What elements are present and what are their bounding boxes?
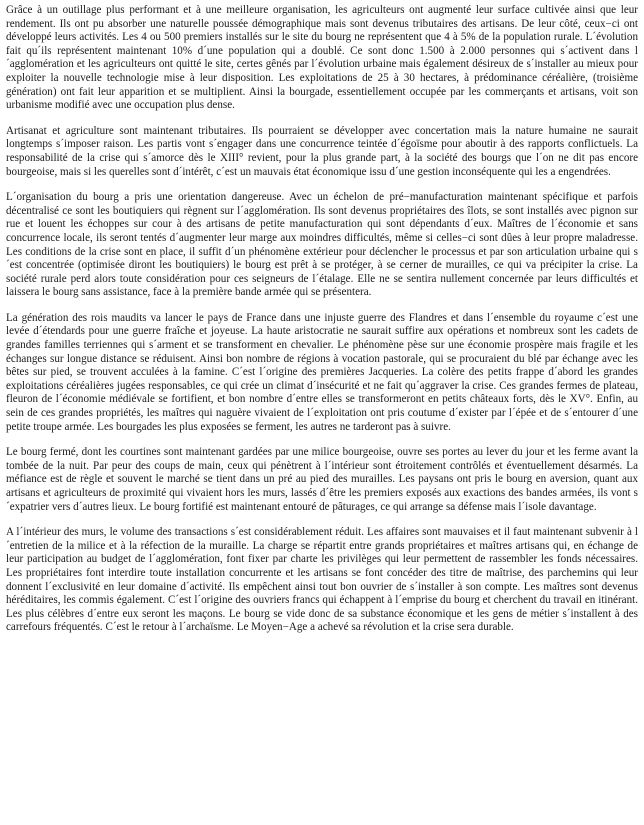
paragraph-1: Grâce à un outillage plus performant et à une meilleure organisation, les agriculteurs ont augmenté leur surface cultivée ainsi que leur rendement. Ils ont pu absorber une naturelle poussée démographique mais sont devenus tributaires des artisans. De leur côté, ceux−ci ont développé leurs activités. Les 4 ou 500 premiers installés sur le site du bourg ne représentent que 4 à 5% de la population rurale. L´évolution fait qu´ils représentent maintenant 10% d´une population qui a doublé. Ce sont donc 1.500 à 2.000 personnes qui s´activent dans l´agglomération et les agriculteurs ont quitté le site, certes gênés par l´évolution urbaine mais également désireux de s´installer au mieux pour exploiter la nouvelle technologie mise à leur disposition. Les exploitations de 25 à 30 hectares, à prédominance céréalière, (troisième génération) ont fait leur apparition et se multiplient. Ainsi la bourgade, essentiellement occupée par les commerçants et artisans, voit son urbanisme modifié avec une occupation plus dense. xyxy=(6,4,638,112)
paragraph-5: Le bourg fermé, dont les courtines sont maintenant gardées par une milice bourgeoise, ouvre ses portes au lever du jour et les ferme avant la tombée de la nuit. Par peur des coups de main, ceux qui pénètrent à l´intérieur sont étroitement contrôlés et éventuellement désarmés. La méfiance est de règle et souvent le marché se tient dans un pré au pied des murailles. Les paysans ont pris le bourg en aversion, quant aux artisans et agriculteurs de proximité qui vivaient hors les murs, lassés d´être les premiers exposés aux exactions des bandes armées, ils vont s´expatrier vers d´autres lieux. Le bourg fortifié est maintenant entouré de pâturages, ce qui arrange sa défense mais l´isole davantage. xyxy=(6,446,638,513)
paragraph-2: Artisanat et agriculture sont maintenant tributaires. Ils pourraient se développer avec concertation mais la nature humaine ne saurait longtemps s´imposer raison. Les partis vont s´engager dans une concurrence teintée d´égoïsme pour aboutir à des rapports conflictuels. La responsabilité de la crise qui s´amorce dès le XIII° revient, pour la plus grande part, à la société des bourgs que l´on ne dit pas encore bourgeoise, mais si les querelles sont d´intérêt, c´est un mauvais état économique issu d´une gestion inconséquente qui les a engendrées. xyxy=(6,124,638,178)
paragraph-3: L´organisation du bourg a pris une orientation dangereuse. Avec un échelon de pré−manufacturation maintenant spécifique et parfois décentralisé ce sont les boutiquiers qui règnent sur l´agglomération. Ils sont devenus propriétaires des îlots, se sont installés avec pignon sur rue et louent les échoppes sur cour à des artisans de petite manufacturation qui sont dépendants d´eux. Maîtres de l´économie et sans concurrence locale, ils seront tentés d´augmenter leur marge aux moindres difficultés, même si celles−ci sont dûes à leur propre maladresse. Les conditions de la crise sont en place, il suffit d´un phénomène extérieur pour déclencher le processus et par son articulation urbaine qui s´est concentrée (optimisée diront les boutiquiers) le bourg est prêt à se protéger, à se cerner de murailles, ce qui va précipiter la crise. La société rurale perd alors toute considération pour ces seigneurs de l´étalage. Elle ne se sentira nullement concernée par leurs difficultés et laissera le bourg sans assistance, face à la première bande armée qui se présentera. xyxy=(6,191,638,299)
paragraph-4: La génération des rois maudits va lancer le pays de France dans une injuste guerre des Flandres et dans l´ensemble du royaume c´est une levée d´étendards pour une guerre fraîche et joyeuse. La haute aristocratie ne saurait suffire aux opérations et nombreux sont les cadets de grandes familles terriennes qui s´arment et se transforment en chevalier. Le phénomène pèse sur une économie prospère mais fragile et les échanges sur longue distance se réduisent. Ainsi bon nombre de régions à vocation pastorale, qui se procuraient du blé par échange avec les bêtes sur pied, se trouvent acculées à la famine. C´est l´origine des premières Jacqueries. La colère des petits frappe d´abord les grandes exploitations céréalières jugées responsables, ce qui crée un climat d´insécurité et ne fait qu´aggraver la crise. Ces grandes fermes de plateau, fleuron de l´économie médiévale se fortifient, et bon nombre d´entre elles se transformeront en petits châteaux forts, dès le XV°. Enfin, au sein de ces grandes propriétés, les maîtres qui naguère vivaient de l´exploitation ont pris coutume d´exister par l´épée et de s´entourer d´une petite troupe armée. Les bourgades les plus exposées se ferment, les autres ne tarderont pas à suivre. xyxy=(6,311,638,433)
paragraph-6: A l´intérieur des murs, le volume des transactions s´est considérablement réduit. Les affaires sont mauvaises et il faut maintenant subvenir à l´entretien de la milice et à la réfection de la muraille. La charge se répartit entre grands propriétaires et maîtres artisans qui, en échange de leur participation au budget de l´agglomération, font fixer par charte les privilèges qui leur permettent de rassembler les fonds nécessaires. Les propriétaires font interdire toute installation concurrente et les artisans se font concéder des titre de maîtrise, des parchemins qui leur donnent l´exclusivité en leur domaine d´activité. Ils empêchent ainsi tout bon ouvrier de s´installer à son compte. Les maîtres sont devenus héréditaires, les commis également. C´est l´origine des ouvriers francs qui échappent à l´emprise du bourg et cherchent du travail en itinérant. Les plus célèbres d´entre eux seront les maçons. Le bourg se vide donc de sa substance économique et les gens de métier s´installent à des carrefours fréquentés. C´est le retour à l´archaïsme. Le Moyen−Age a achevé sa révolution et la crise sera durable. xyxy=(6,526,638,634)
